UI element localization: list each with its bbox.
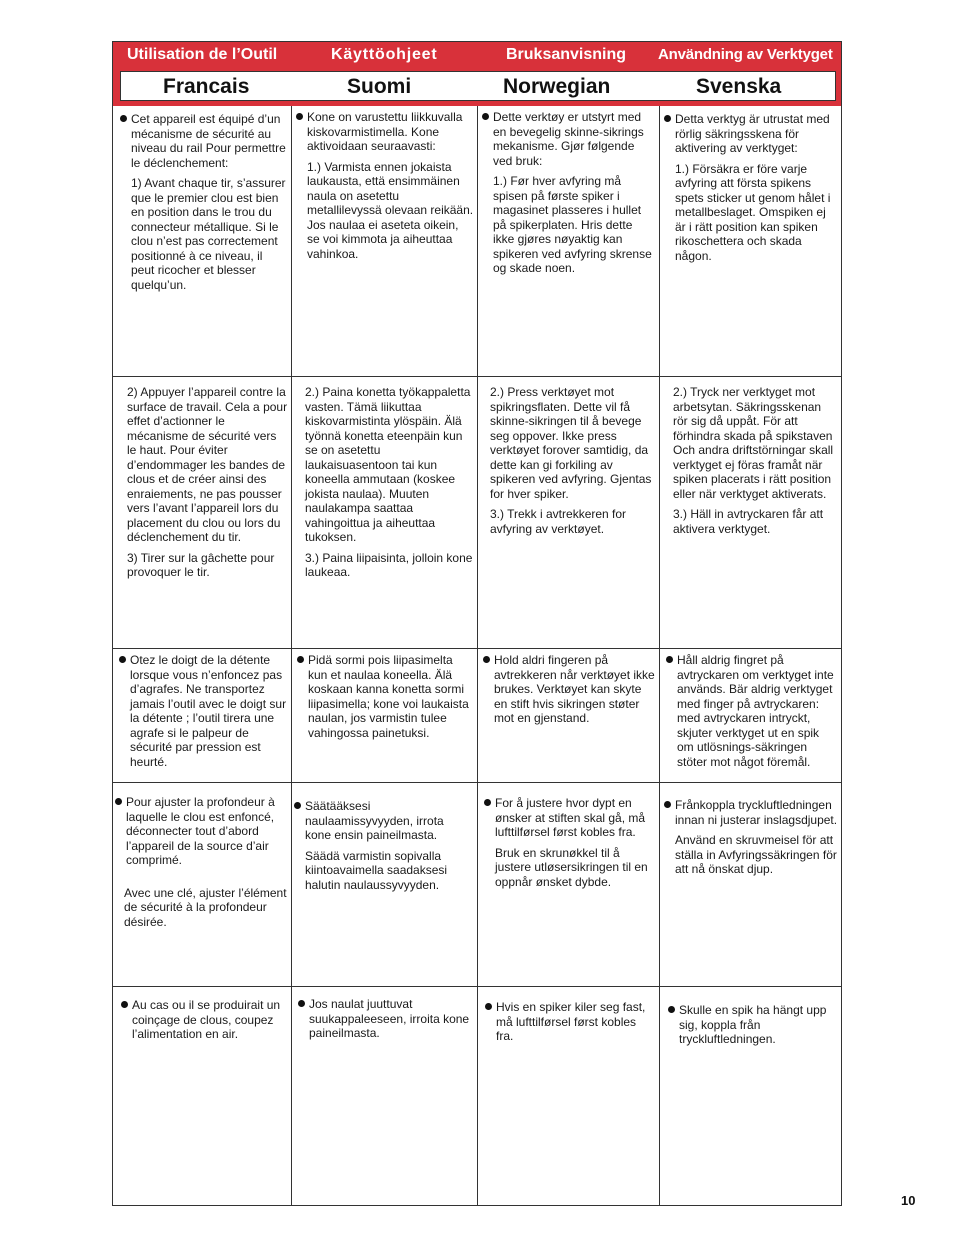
row5-swedish-cell: Skulle en spik ha hängt upp sig, koppla från tryckluftledningen. bbox=[668, 1003, 838, 1053]
bullet-icon bbox=[668, 1006, 675, 1013]
subtitle-finnish: Käyttöohjeet bbox=[331, 46, 438, 63]
bullet-icon bbox=[297, 656, 304, 663]
subtitle-french: Utilisation de l’Outil bbox=[127, 46, 278, 63]
bullet-icon bbox=[482, 113, 489, 120]
bullet-icon bbox=[666, 656, 673, 663]
row5-french-cell: Au cas ou il se produirait un coinçage de clous, coupez l’alimentation en air. bbox=[121, 998, 289, 1048]
row1-swedish-cell: Detta verktyg är utrustat med rörlig säkringsskena för aktivering av verktyget: 1.) Försäkra er före varje avfyring att första spikens spets sticker ut genom hålet i metallbeslaget. Omspiken ej är i rätt position kan spiken rikoschettera och skada någon. bbox=[664, 112, 838, 269]
bullet-icon bbox=[294, 802, 301, 809]
bullet-icon bbox=[121, 1001, 128, 1008]
row2-swedish-cell: 2.) Tryck ner verktyget mot arbetsytan. Säkringsskenan rör sig då uppåt. För att förhindra skada på spikstaven Och andra driftstörningar skall verktyget ej föras framåt när spiken placerats i rätt position eller när verktyget aktiverats. 3.) Häll in avtryckaren får att aktivera verktyget. bbox=[673, 385, 834, 536]
row4-swedish-cell: Frånkoppla tryckluftledningen innan ni justerar inslagsdjupet. Använd en skruvmeisel för att ställa in Avfyringssäkringen för att nå önskat djup. bbox=[664, 798, 838, 883]
subtitle-norwegian: Bruksanvisning bbox=[506, 46, 627, 63]
table-header bbox=[113, 42, 841, 106]
row5-finnish-cell: Jos naulat juuttuvat suukappaleeseen, irroita kone paineilmasta. bbox=[298, 997, 474, 1047]
bullet-icon bbox=[664, 115, 671, 122]
bullet-icon bbox=[485, 1003, 492, 1010]
bullet-icon bbox=[115, 798, 122, 805]
row2-finnish-cell: 2.) Paina konetta työkappaletta vasten. Tämä liikuttaa kiskovarmistinta ylöspäin. Älä työnnä konetta eteenpäin kun se on asetettu laukaisuasentoon tai kun koneella ammutaan (koskee jokista naulaa). Muuten naulakampa saattaa vahingoittua ja aiheuttaa tukoksen. 3.) Paina liipaisinta, jolloin kone laukeaa. bbox=[305, 385, 473, 579]
row4-norwegian-cell: For å justere hvor dypt en ønsker at stiften skal gå, må lufttilførsel først kobles fra. Bruk en skrunøkkel til å justere utløsersikringen til en oppnår ønsket dybde. bbox=[484, 796, 656, 895]
bullet-icon bbox=[119, 656, 126, 663]
row-divider bbox=[113, 648, 841, 649]
instructions-table bbox=[112, 41, 842, 1206]
page-number: 10 bbox=[901, 1193, 916, 1208]
row1-finnish-cell: Kone on varustettu liikkuvalla kiskovarmistimella. Kone aktivoidaan seuraavasti: 1.) Varmista ennen jokaista laukausta, että ensimmäinen naula on asetettu metallilevyssä olevaan reikään. Jos naulaa ei aseteta oikein, se voi kimmota ja aiheuttaa vahinkoa. bbox=[296, 110, 474, 267]
column-divider bbox=[659, 106, 660, 1206]
bullet-icon bbox=[296, 113, 303, 120]
column-divider bbox=[477, 106, 478, 1206]
row-divider bbox=[113, 376, 841, 377]
row1-norwegian-cell: Dette verktøy er utstyrt med en bevegelig skinne-sikrings mekanisme. Gjør følgende ved bruk: 1.) Før hver avfyring må spisen på første spiker i magasinet plasseres i hullet på spikerplaten. Hris dette ikke gjøres nøyaktig kan spikeren ved avfyring skrense og skade noen. bbox=[482, 110, 656, 282]
row4-french-cell: Pour ajuster la profondeur à laquelle le clou est enfoncé, déconnecter tout d’abord l’appareil de la source d’air comprimé. Avec une clé, ajuster l’élément de sécurité à la profondeur désirée. bbox=[115, 795, 289, 935]
row4-finnish-cell: Säätääksesi naulaamissyvyyden, irrota kone ensin paineilmasta. Säädä varmistin sopivalla kiintoavaimella saadaksesi halutin naulaussyvyyden. bbox=[294, 799, 472, 898]
language-french: Francais bbox=[163, 75, 250, 98]
language-norwegian: Norwegian bbox=[503, 75, 611, 98]
language-finnish: Suomi bbox=[347, 75, 412, 98]
language-bar bbox=[120, 71, 836, 101]
row2-norwegian-cell: 2.) Press verktøyet mot spikringsflaten. Dette vil få skinne-sikringen til å bevege seg oppover. Ikke press verktøyet forover samtidig, da dette kan gi forkiling av spikeren ved avfyring. Gjentas for hver spiker. 3.) Trekk i avtrekkeren for avfyring av verktøyet. bbox=[490, 385, 652, 536]
row1-french-cell: Cet appareil est équipé d’un mécanisme de sécurité au niveau du rail Pour permettre le déclenchement: 1) Avant chaque tir, s’assurer que le premier clou est bien en position dans le trou du connecteur métallique. Si le clou n’est pas correctement positionné à ce niveau, il peut ricocher et blesser quelqu’un. bbox=[120, 112, 288, 298]
language-swedish: Svenska bbox=[696, 75, 782, 98]
row3-swedish-cell: Håll aldrig fingret på avtryckaren om verktyget inte används. Bär aldrig verktyget med finger på avtryckaren: med avtryckaren intryckt, skjuter verktyget ut en spik om utlösnings-säkringen stöter mot något föremål. bbox=[666, 653, 836, 775]
row3-norwegian-cell: Hold aldri fingeren på avtrekkeren når verktøyet ikke brukes. Verktøyet kan skyte en stift hvis sikringen støter mot en gjenstand. bbox=[483, 653, 655, 732]
row-divider bbox=[113, 986, 841, 987]
bullet-icon bbox=[484, 799, 491, 806]
subtitle-swedish: Användning av Verktyget bbox=[658, 46, 833, 63]
column-divider bbox=[291, 106, 292, 1206]
bullet-icon bbox=[483, 656, 490, 663]
row5-norwegian-cell: Hvis en spiker kiler seg fast, må lufttilførsel først kobles fra. bbox=[485, 1000, 655, 1050]
row3-french-cell: Otez le doigt de la détente lorsque vous n’enfoncez pas d’agrafes. Ne transportez jamais l’outil avec le doigt sur la détente ; l’outil tirera une agrafe si le palpeur de sécurité par pression est heurté. bbox=[119, 653, 289, 775]
bullet-icon bbox=[120, 115, 127, 122]
row3-finnish-cell: Pidä sormi pois liipasimelta kun et naulaa koneella. Älä koskaan kanna konetta sormi liipasimella; kone voi laukaista naulan, jos varmistin tulee vahingossa painetuksi. bbox=[297, 653, 473, 746]
row2-french-cell: 2) Appuyer l’appareil contre la surface de travail. Cela a pour effet d’actionner le mécanisme de sécurité vers le haut. Pour éviter d’endommager les bandes de clous et de créer ainsi des enraiements, ne pas pousser vers l’avant l’appareil lors du placement du clou ou lors du déclenchement du tir. 3) Tirer sur la gâchette pour provoquer le tir. bbox=[127, 385, 288, 579]
bullet-icon bbox=[298, 1000, 305, 1007]
row-divider bbox=[113, 782, 841, 783]
bullet-icon bbox=[664, 801, 671, 808]
